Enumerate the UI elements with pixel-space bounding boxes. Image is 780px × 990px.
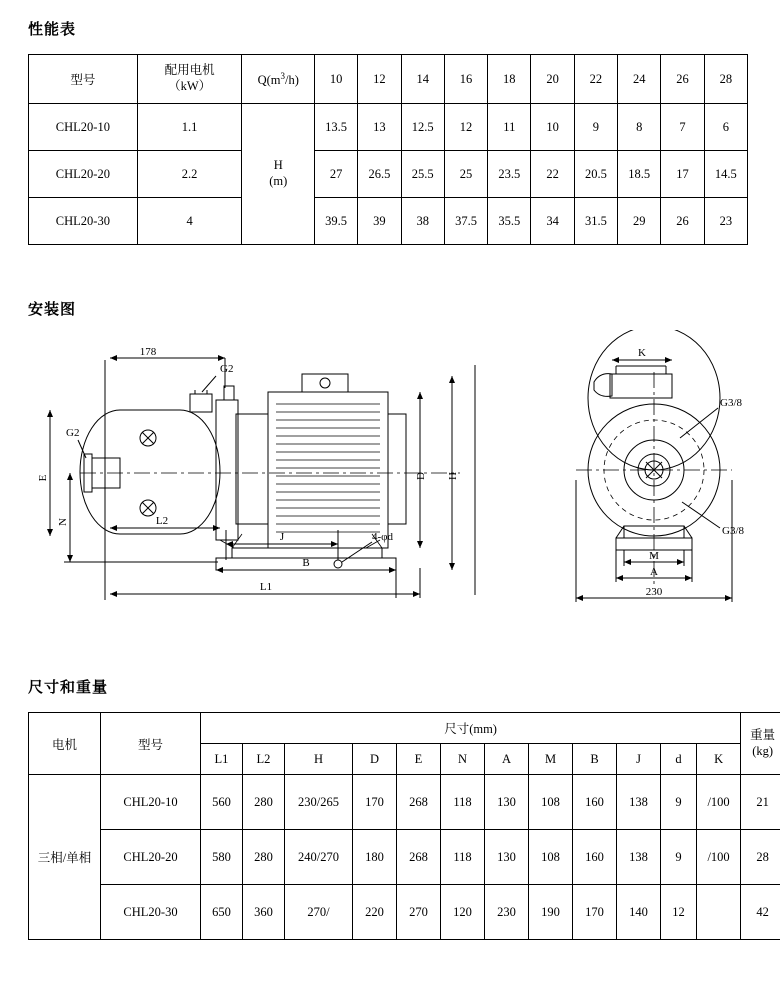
table-header-row — [29, 713, 780, 744]
column-header: J — [617, 744, 661, 775]
flow-value-9: 28 — [704, 55, 747, 104]
cell-head: 25.5 — [401, 151, 444, 198]
cell-dim: 180 — [353, 830, 397, 885]
column-header: d — [661, 744, 697, 775]
cell-head: 12 — [444, 104, 487, 151]
cell-head: 17 — [661, 151, 704, 198]
installation-drawing — [20, 330, 760, 630]
cell-head: 20.5 — [574, 151, 617, 198]
cell-dim: 230/265 — [285, 775, 353, 830]
table-row — [29, 775, 780, 830]
cell-motor-type: 三相/单相 — [29, 775, 101, 940]
row-power: 4 — [137, 198, 242, 245]
drawing-label-d: D — [415, 472, 427, 480]
flow-value-2: 14 — [401, 55, 444, 104]
cell-dim: 138 — [617, 775, 661, 830]
drawing-label-bolt: 4-φd — [372, 531, 394, 543]
cell-head: 37.5 — [444, 198, 487, 245]
performance-section-title: 性能表 — [28, 21, 77, 38]
cell-head: 13 — [358, 104, 401, 151]
header-motor — [137, 55, 242, 104]
column-header: B — [573, 744, 617, 775]
performance-table — [28, 54, 748, 245]
cell-head: 18.5 — [618, 151, 661, 198]
cell-dim: /100 — [697, 830, 741, 885]
row-power: 2.2 — [137, 151, 242, 198]
cell-dim: 650 — [201, 885, 243, 940]
column-header: D — [353, 744, 397, 775]
column-header: M — [529, 744, 573, 775]
cell-head: 27 — [314, 151, 357, 198]
drawing-label-l2: L2 — [155, 515, 169, 527]
cell-model: CHL20-20 — [101, 830, 201, 885]
drawing-label-g38-top: G3/8 — [720, 397, 742, 409]
drawing-label-m: M — [649, 550, 659, 562]
cell-head: 38 — [401, 198, 444, 245]
cell-dim: 270 — [397, 885, 441, 940]
column-header: H — [285, 744, 353, 775]
header-head-line2: (m) — [269, 174, 288, 188]
cell-head: 31.5 — [574, 198, 617, 245]
header-weight — [741, 713, 780, 775]
drawing-label-e: E — [37, 474, 49, 482]
cell-head: 29 — [618, 198, 661, 245]
header-motor-line2: （kW） — [168, 79, 212, 93]
cell-dim: 118 — [441, 830, 485, 885]
column-header: L1 — [201, 744, 243, 775]
cell-head: 34 — [531, 198, 574, 245]
header-model: 型号 — [29, 55, 138, 104]
drawing-label-h: H — [447, 472, 459, 480]
cell-dim: 360 — [243, 885, 285, 940]
table-header-row — [29, 55, 748, 104]
flow-value-4: 18 — [488, 55, 531, 104]
drawing-label-k: K — [638, 347, 646, 359]
flow-value-6: 22 — [574, 55, 617, 104]
cell-dim: 140 — [617, 885, 661, 940]
cell-head: 14.5 — [704, 151, 747, 198]
dimension-section-title: 尺寸和重量 — [28, 679, 109, 696]
cell-head: 22 — [531, 151, 574, 198]
cell-dim: 12 — [661, 885, 697, 940]
cell-dim: 268 — [397, 830, 441, 885]
column-header: K — [697, 744, 741, 775]
table-row — [29, 151, 748, 198]
header-model: 型号 — [101, 713, 201, 775]
cell-head: 25 — [444, 151, 487, 198]
row-model: CHL20-20 — [29, 151, 138, 198]
cell-dim: 280 — [243, 830, 285, 885]
cell-head: 11 — [488, 104, 531, 151]
cell-dim: 120 — [441, 885, 485, 940]
cell-dim: 9 — [661, 830, 697, 885]
column-header: E — [397, 744, 441, 775]
cell-dim — [697, 885, 741, 940]
drawing-label-g38-bottom: G3/8 — [722, 525, 744, 537]
pump-drawing-svg — [20, 330, 760, 630]
cell-dim: 130 — [485, 830, 529, 885]
header-flow — [242, 55, 315, 104]
drawing-label-b: B — [302, 557, 310, 569]
cell-dim: 220 — [353, 885, 397, 940]
cell-dim: 170 — [573, 885, 617, 940]
cell-dim: 280 — [243, 775, 285, 830]
cell-head: 39 — [358, 198, 401, 245]
flow-value-8: 26 — [661, 55, 704, 104]
flow-value-1: 12 — [358, 55, 401, 104]
drawing-label-230: 230 — [645, 586, 663, 598]
cell-dim: 138 — [617, 830, 661, 885]
cell-head: 6 — [704, 104, 747, 151]
drawing-label-n: N — [57, 518, 69, 526]
cell-head: 13.5 — [314, 104, 357, 151]
cell-dim: 268 — [397, 775, 441, 830]
table-row — [29, 104, 748, 151]
install-section-title: 安装图 — [28, 301, 77, 318]
cell-dim: 108 — [529, 830, 573, 885]
cell-head: 23 — [704, 198, 747, 245]
row-model: CHL20-10 — [29, 104, 138, 151]
row-power: 1.1 — [137, 104, 242, 151]
header-motor-line1: 配用电机 — [164, 63, 215, 78]
cell-head: 9 — [574, 104, 617, 151]
cell-model: CHL20-10 — [101, 775, 201, 830]
cell-dim: 580 — [201, 830, 243, 885]
column-header: N — [441, 744, 485, 775]
drawing-label-g2-top: G2 — [220, 363, 234, 375]
cell-head: 10 — [531, 104, 574, 151]
column-header: L2 — [243, 744, 285, 775]
flow-value-0: 10 — [314, 55, 357, 104]
cell-dim: 118 — [441, 775, 485, 830]
header-weight-line1: 重量 — [750, 727, 776, 742]
cell-dim: 160 — [573, 775, 617, 830]
header-flow-label: $Q(m^3/h)$ — [257, 70, 299, 87]
cell-head: 12.5 — [401, 104, 444, 151]
cell-dim: 160 — [573, 830, 617, 885]
flow-value-5: 20 — [531, 55, 574, 104]
header-head — [242, 104, 315, 245]
cell-weight: 21 — [741, 775, 780, 830]
cell-weight: 42 — [741, 885, 780, 940]
drawing-label-j: J — [279, 531, 285, 543]
table-row — [29, 198, 748, 245]
drawing-label-178: 178 — [139, 346, 157, 358]
cell-dim: 560 — [201, 775, 243, 830]
cell-head: 26 — [661, 198, 704, 245]
header-size-group: 尺寸(mm) — [201, 713, 741, 744]
cell-head: 8 — [618, 104, 661, 151]
flow-value-3: 16 — [444, 55, 487, 104]
dimension-table — [28, 712, 780, 940]
column-header: A — [485, 744, 529, 775]
cell-dim: 270/ — [285, 885, 353, 940]
cell-head: 26.5 — [358, 151, 401, 198]
cell-dim: 108 — [529, 775, 573, 830]
cell-weight: 28 — [741, 830, 780, 885]
cell-dim: /100 — [697, 775, 741, 830]
cell-head: 39.5 — [314, 198, 357, 245]
cell-dim: 170 — [353, 775, 397, 830]
cell-dim: 240/270 — [285, 830, 353, 885]
cell-dim: 9 — [661, 775, 697, 830]
cell-dim: 190 — [529, 885, 573, 940]
header-motor: 电机 — [29, 713, 101, 775]
drawing-label-g2-left: G2 — [66, 427, 80, 439]
header-weight-line2: (kg) — [752, 743, 774, 758]
cell-model: CHL20-30 — [101, 885, 201, 940]
table-row — [29, 885, 780, 940]
cell-head: 35.5 — [488, 198, 531, 245]
drawing-label-a: A — [650, 566, 658, 578]
drawing-label-l1: L1 — [259, 581, 273, 593]
cell-dim: 230 — [485, 885, 529, 940]
cell-head: 7 — [661, 104, 704, 151]
cell-head: 23.5 — [488, 151, 531, 198]
cell-dim: 130 — [485, 775, 529, 830]
table-row — [29, 830, 780, 885]
row-model: CHL20-30 — [29, 198, 138, 245]
flow-value-7: 24 — [618, 55, 661, 104]
header-head-line1: H — [273, 158, 283, 173]
